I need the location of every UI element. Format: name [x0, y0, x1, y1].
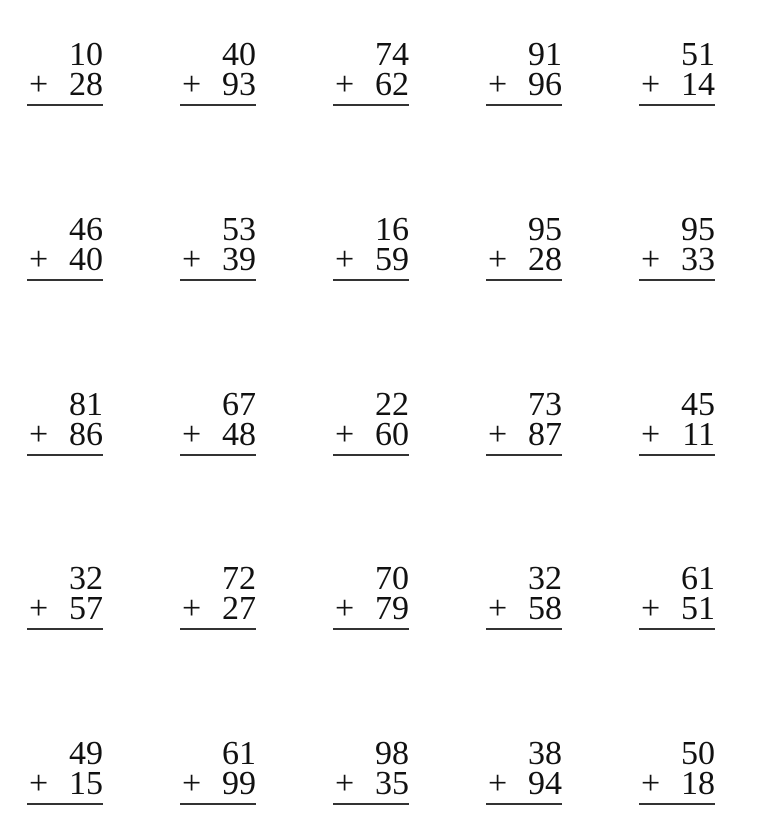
- plus-sign: +: [335, 241, 355, 278]
- bottom-addend: 79: [375, 590, 409, 627]
- addition-problem: [333, 38, 409, 108]
- bottom-addend: 35: [375, 765, 409, 802]
- bottom-row: [180, 243, 256, 279]
- bottom-row: [27, 243, 103, 279]
- bottom-addend: 60: [375, 416, 409, 453]
- top-addend: 50: [681, 735, 715, 772]
- answer-line: [180, 279, 256, 281]
- bottom-row: [333, 418, 409, 454]
- answer-line: [333, 454, 409, 456]
- bottom-row: [180, 418, 256, 454]
- bottom-addend: 59: [375, 241, 409, 278]
- bottom-addend: 96: [528, 66, 562, 103]
- addition-problem: [333, 737, 409, 807]
- answer-line: [333, 279, 409, 281]
- answer-line: [639, 628, 715, 630]
- addition-problem: [486, 737, 562, 807]
- bottom-row: [180, 592, 256, 628]
- answer-line: [27, 454, 103, 456]
- bottom-row: [639, 592, 715, 628]
- answer-line: [333, 803, 409, 805]
- addition-problem: [639, 562, 715, 632]
- plus-sign: +: [335, 765, 355, 802]
- addition-problem: [639, 213, 715, 283]
- plus-sign: +: [335, 416, 355, 453]
- answer-line: [639, 803, 715, 805]
- addition-problem: [180, 562, 256, 632]
- addition-problem: [180, 213, 256, 283]
- top-addend: 61: [681, 560, 715, 597]
- plus-sign: +: [182, 416, 202, 453]
- top-addend: 95: [681, 211, 715, 248]
- bottom-row: [639, 418, 715, 454]
- bottom-row: [486, 243, 562, 279]
- bottom-row: [27, 418, 103, 454]
- top-addend: 45: [681, 386, 715, 423]
- bottom-addend: 11: [682, 416, 715, 453]
- plus-sign: +: [335, 66, 355, 103]
- top-addend: 53: [222, 211, 256, 248]
- bottom-row: [486, 418, 562, 454]
- top-addend: 10: [69, 36, 103, 73]
- plus-sign: +: [182, 66, 202, 103]
- top-addend: 16: [375, 211, 409, 248]
- answer-line: [639, 104, 715, 106]
- answer-line: [486, 279, 562, 281]
- bottom-row: [27, 767, 103, 803]
- top-addend: 91: [528, 36, 562, 73]
- addition-problem: [180, 388, 256, 458]
- top-addend: 40: [222, 36, 256, 73]
- top-addend: 74: [375, 36, 409, 73]
- bottom-row: [486, 767, 562, 803]
- bottom-addend: 14: [681, 66, 715, 103]
- bottom-addend: 51: [681, 590, 715, 627]
- answer-line: [180, 104, 256, 106]
- bottom-addend: 18: [681, 765, 715, 802]
- top-addend: 81: [69, 386, 103, 423]
- plus-sign: +: [488, 241, 508, 278]
- plus-sign: +: [488, 416, 508, 453]
- answer-line: [486, 104, 562, 106]
- addition-problem: [27, 737, 103, 807]
- top-addend: 46: [69, 211, 103, 248]
- top-addend: 32: [528, 560, 562, 597]
- bottom-row: [333, 767, 409, 803]
- addition-problem: [333, 213, 409, 283]
- plus-sign: +: [29, 241, 49, 278]
- answer-line: [486, 454, 562, 456]
- plus-sign: +: [641, 241, 661, 278]
- plus-sign: +: [488, 765, 508, 802]
- bottom-addend: 99: [222, 765, 256, 802]
- addition-problem: [486, 213, 562, 283]
- addition-problem: [486, 562, 562, 632]
- bottom-row: [486, 592, 562, 628]
- answer-line: [639, 454, 715, 456]
- addition-problem: [639, 737, 715, 807]
- top-addend: 51: [681, 36, 715, 73]
- bottom-row: [639, 243, 715, 279]
- plus-sign: +: [29, 765, 49, 802]
- answer-line: [333, 628, 409, 630]
- plus-sign: +: [182, 765, 202, 802]
- answer-line: [27, 628, 103, 630]
- answer-line: [180, 454, 256, 456]
- bottom-row: [486, 68, 562, 104]
- bottom-addend: 93: [222, 66, 256, 103]
- bottom-row: [180, 767, 256, 803]
- bottom-row: [333, 68, 409, 104]
- top-addend: 49: [69, 735, 103, 772]
- addition-problem: [486, 388, 562, 458]
- top-addend: 73: [528, 386, 562, 423]
- addition-problem: [180, 737, 256, 807]
- bottom-addend: 94: [528, 765, 562, 802]
- addition-problem: [639, 38, 715, 108]
- plus-sign: +: [641, 66, 661, 103]
- plus-sign: +: [182, 590, 202, 627]
- bottom-row: [639, 767, 715, 803]
- bottom-row: [180, 68, 256, 104]
- top-addend: 70: [375, 560, 409, 597]
- bottom-row: [639, 68, 715, 104]
- bottom-row: [333, 243, 409, 279]
- bottom-addend: 39: [222, 241, 256, 278]
- plus-sign: +: [641, 765, 661, 802]
- answer-line: [27, 803, 103, 805]
- top-addend: 32: [69, 560, 103, 597]
- bottom-addend: 40: [69, 241, 103, 278]
- bottom-addend: 62: [375, 66, 409, 103]
- plus-sign: +: [29, 66, 49, 103]
- bottom-addend: 33: [681, 241, 715, 278]
- bottom-addend: 27: [222, 590, 256, 627]
- answer-line: [486, 628, 562, 630]
- answer-line: [486, 803, 562, 805]
- bottom-addend: 58: [528, 590, 562, 627]
- addition-problem: [27, 38, 103, 108]
- plus-sign: +: [641, 416, 661, 453]
- addition-problem: [180, 38, 256, 108]
- top-addend: 95: [528, 211, 562, 248]
- bottom-row: [27, 592, 103, 628]
- bottom-row: [333, 592, 409, 628]
- plus-sign: +: [641, 590, 661, 627]
- bottom-addend: 28: [528, 241, 562, 278]
- addition-problem: [639, 388, 715, 458]
- bottom-addend: 48: [222, 416, 256, 453]
- bottom-addend: 57: [69, 590, 103, 627]
- answer-line: [180, 803, 256, 805]
- plus-sign: +: [29, 416, 49, 453]
- bottom-addend: 86: [69, 416, 103, 453]
- bottom-row: [27, 68, 103, 104]
- bottom-addend: 28: [69, 66, 103, 103]
- bottom-addend: 15: [69, 765, 103, 802]
- bottom-addend: 87: [528, 416, 562, 453]
- top-addend: 98: [375, 735, 409, 772]
- plus-sign: +: [488, 590, 508, 627]
- addition-problem: [486, 38, 562, 108]
- plus-sign: +: [488, 66, 508, 103]
- top-addend: 67: [222, 386, 256, 423]
- top-addend: 61: [222, 735, 256, 772]
- top-addend: 38: [528, 735, 562, 772]
- top-addend: 72: [222, 560, 256, 597]
- addition-problem: [27, 213, 103, 283]
- answer-line: [180, 628, 256, 630]
- addition-problem: [27, 388, 103, 458]
- plus-sign: +: [335, 590, 355, 627]
- plus-sign: +: [182, 241, 202, 278]
- answer-line: [27, 104, 103, 106]
- addition-problem: [27, 562, 103, 632]
- answer-line: [333, 104, 409, 106]
- plus-sign: +: [29, 590, 49, 627]
- top-addend: 22: [375, 386, 409, 423]
- addition-problem: [333, 388, 409, 458]
- answer-line: [27, 279, 103, 281]
- addition-problem: [333, 562, 409, 632]
- answer-line: [639, 279, 715, 281]
